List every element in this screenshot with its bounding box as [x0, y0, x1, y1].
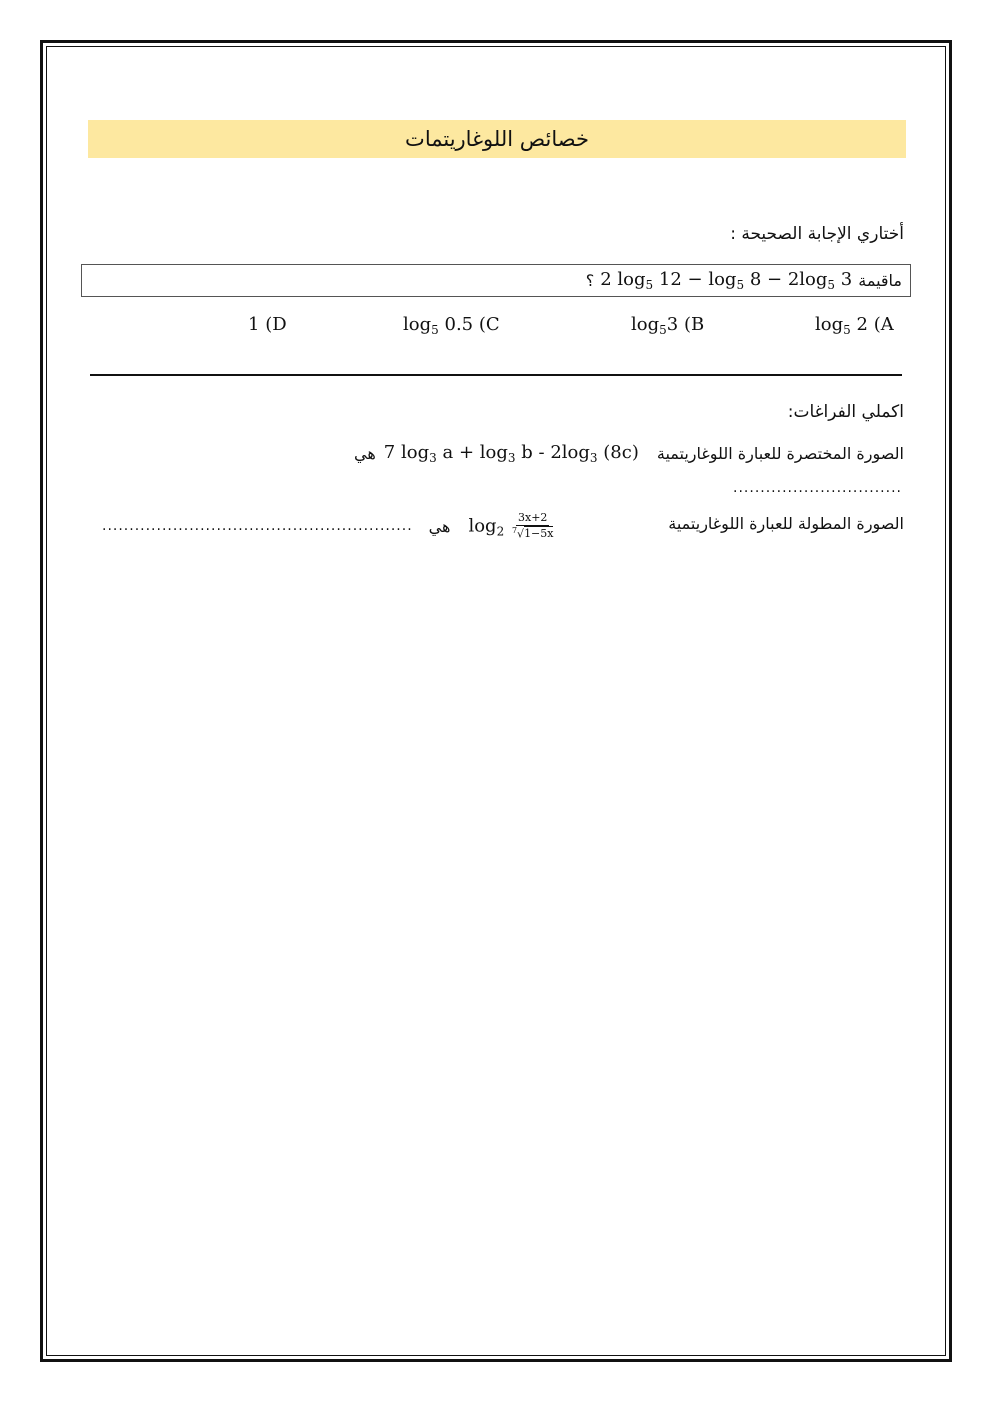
page-title: خصائص اللوغاريتمات [405, 127, 589, 151]
fill-q2-expr-row [102, 512, 555, 541]
fill-heading: اكملي الفراغات: [787, 402, 904, 422]
choice-c[interactable]: $\log_5 0.5$ (C [403, 314, 500, 337]
fill-q2-fraction: $\frac{3x+2}{^7√1-5x}$ [511, 511, 554, 541]
fill-q2-blank[interactable]: ......................................................... [102, 518, 413, 535]
choice-d[interactable]: 1 (D [248, 314, 287, 335]
fill-q1-row [354, 442, 904, 465]
title-banner [88, 120, 906, 158]
question-prefix: ماقيمة [858, 271, 902, 290]
fill-q1-answer-row[interactable] [733, 480, 902, 496]
mcq-question-box [81, 264, 911, 297]
fill-q2-expression: $\log_2$ $\frac{3x+2}{^7√1-5x}$ [468, 511, 554, 541]
question-expression: 2 $\log_5 12 - \log_5 8 - 2\log_5$ 3 [600, 269, 853, 292]
fill-q2-label: الصورة المطولة للعبارة اللوغاريتمية [668, 514, 904, 533]
fill-q1-tail: هي [354, 444, 376, 463]
fill-q2-row [668, 514, 904, 533]
question-mark: ؟ [585, 271, 595, 290]
mcq-heading: أختاري الإجابة الصحيحة : [730, 224, 904, 244]
choice-a[interactable]: $\log_5 2$ (A [815, 314, 894, 337]
fill-q2-tail: هي [428, 516, 451, 536]
fill-q1-blank[interactable]: ............................... [733, 480, 902, 496]
choice-b[interactable]: $\log_53$ (B [631, 314, 705, 337]
fill-q1-label: الصورة المختصرة للعبارة اللوغاريتمية [656, 444, 904, 463]
section-divider [90, 374, 902, 376]
fill-q1-expression: 7 $\log_3 a + \log_3 b - 2\log_3$ (8c) [383, 442, 639, 465]
